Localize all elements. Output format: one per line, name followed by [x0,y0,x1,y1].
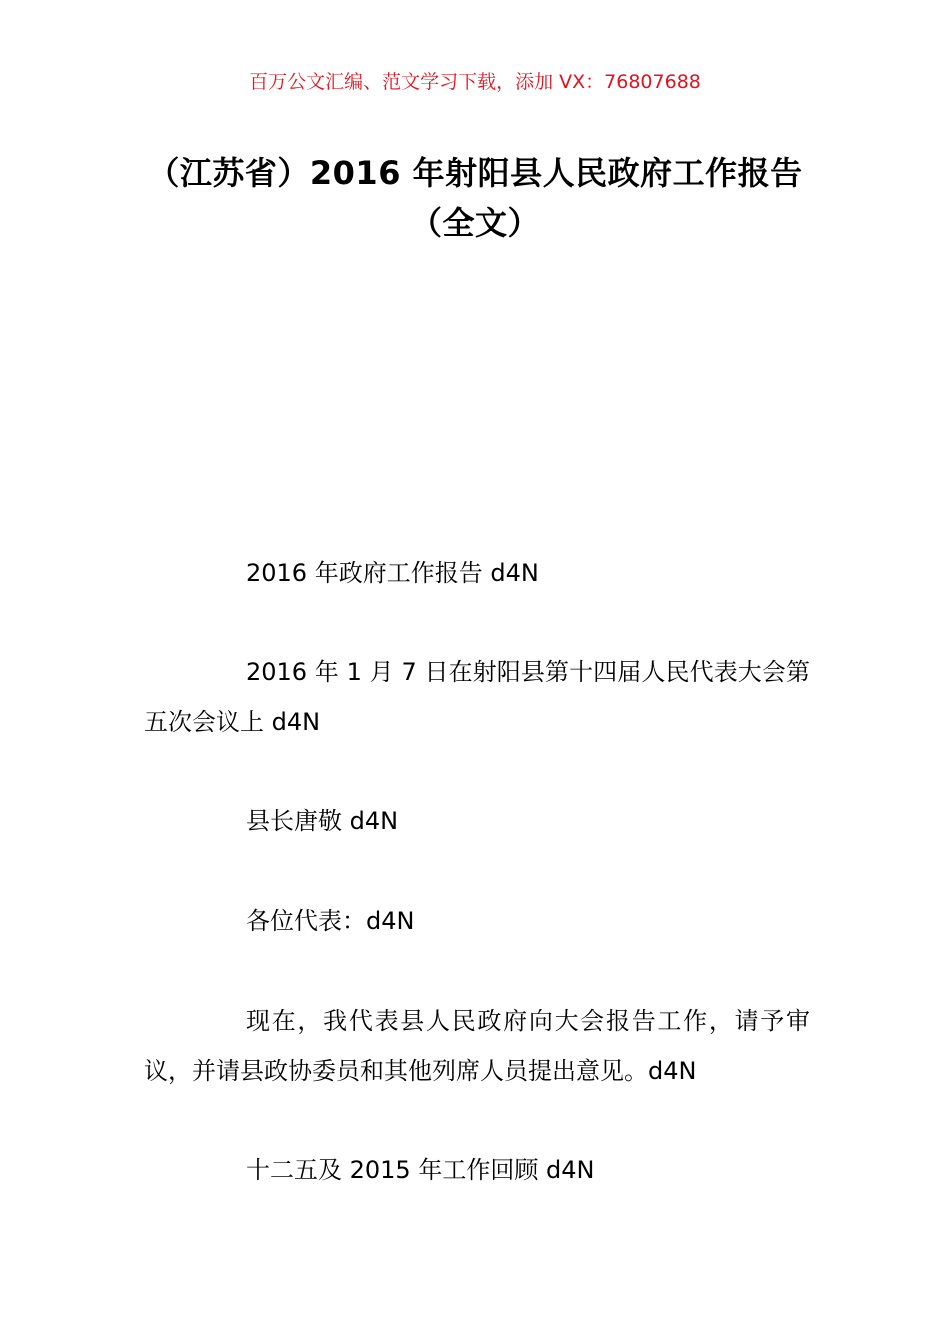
paragraph-speaker: 县长唐敬 d4N [246,807,399,835]
document-title: （江苏省）2016 年射阳县人民政府工作报告（全文） [147,154,803,242]
paragraph-meeting-date: 2016 年 1 月 7 日在射阳县第十四届人民代表大会第五次会议上 d4N [144,658,810,736]
paragraph-salutation: 各位代表：d4N [246,907,415,935]
paragraph-introduction: 现在，我代表县人民政府向大会报告工作，请予审议，并请县政协委员和其他列席人员提出意见。d4N [144,1007,810,1085]
watermark-contact-note: 百万公文汇编、范文学习下载，添加 VX：76807688 [249,71,701,93]
paragraph-report-name: 2016 年政府工作报告 d4N [246,559,539,587]
paragraph-section-heading: 十二五及 2015 年工作回顾 d4N [246,1156,595,1184]
